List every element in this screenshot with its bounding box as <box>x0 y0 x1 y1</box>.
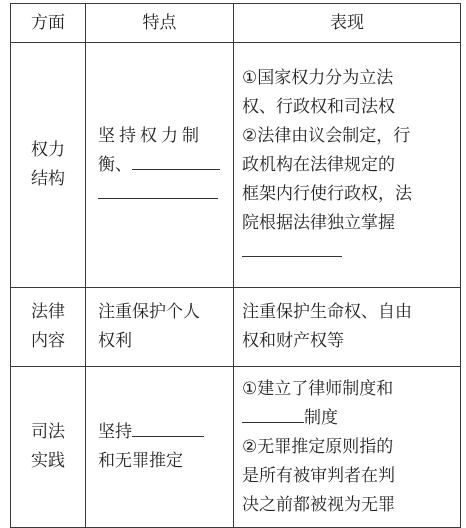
aspect-label-line: 实践 <box>31 451 65 471</box>
feature-cell <box>86 367 234 528</box>
manifestation-line: ②无罪推定原则指的 <box>242 436 394 457</box>
feature-cell <box>86 43 234 288</box>
aspect-label-line: 内容 <box>31 331 65 351</box>
fill-in-blank[interactable] <box>98 180 218 199</box>
table-header-row <box>11 4 461 43</box>
manifestation-text: 制度 <box>304 407 338 428</box>
feature-text: 权利 <box>98 331 132 351</box>
feature-text: 注重保护个人 <box>98 302 200 322</box>
feature-text-with-blank <box>98 418 225 447</box>
feature-cell <box>86 288 234 367</box>
comparison-table <box>10 3 461 528</box>
manifestation-line: 框架内行使行政权，法 <box>242 183 412 204</box>
manifestation-line: ①建立了律师制度和 <box>242 378 394 399</box>
fill-in-blank[interactable] <box>242 238 342 257</box>
feature-text-with-blank <box>98 151 225 180</box>
fill-in-blank[interactable] <box>242 404 304 423</box>
manifestation-cell <box>234 43 461 288</box>
aspect-label-line: 权力 <box>31 140 65 160</box>
table-row <box>11 367 461 528</box>
manifestation-line: ②法律由议会制定，行 <box>242 125 411 146</box>
manifestation-line: 注重保护生命权、自由 <box>242 302 412 322</box>
aspect-label-line: 司法 <box>31 422 65 442</box>
manifestation-line: 政机构在法律规定的 <box>242 154 395 175</box>
header-manifestation: 表现 <box>234 4 461 43</box>
header-aspect: 方面 <box>11 4 86 43</box>
feature-text: 坚持 <box>98 422 132 442</box>
manifestation-line: 权和财产权等 <box>242 331 344 351</box>
header-feature: 特点 <box>86 4 234 43</box>
aspect-label-line: 法律 <box>31 302 65 322</box>
aspect-cell <box>11 288 86 367</box>
aspect-cell <box>11 43 86 288</box>
manifestation-line: 决之前都被视为无罪 <box>242 494 395 515</box>
manifestation-line-with-blank <box>242 404 454 433</box>
table-row <box>11 43 461 288</box>
manifestation-blank-line <box>242 238 454 267</box>
feature-blank-line <box>98 180 225 209</box>
aspect-cell <box>11 367 86 528</box>
manifestation-line: ①国家权力分为立法 <box>242 67 394 88</box>
manifestation-cell <box>234 288 461 367</box>
fill-in-blank[interactable] <box>132 151 220 170</box>
fill-in-blank[interactable] <box>132 418 204 437</box>
manifestation-line: 权、行政权和司法权 <box>242 96 395 117</box>
aspect-label-line: 结构 <box>31 169 65 189</box>
manifestation-line: 院根据法律独立掌握 <box>242 212 395 233</box>
feature-text: 坚持权力制 <box>98 125 203 146</box>
table-row <box>11 288 461 367</box>
feature-text: 和无罪推定 <box>98 451 183 471</box>
feature-text: 衡、 <box>98 154 132 175</box>
manifestation-cell <box>234 367 461 528</box>
manifestation-line: 是所有被审判者在判 <box>242 465 395 486</box>
